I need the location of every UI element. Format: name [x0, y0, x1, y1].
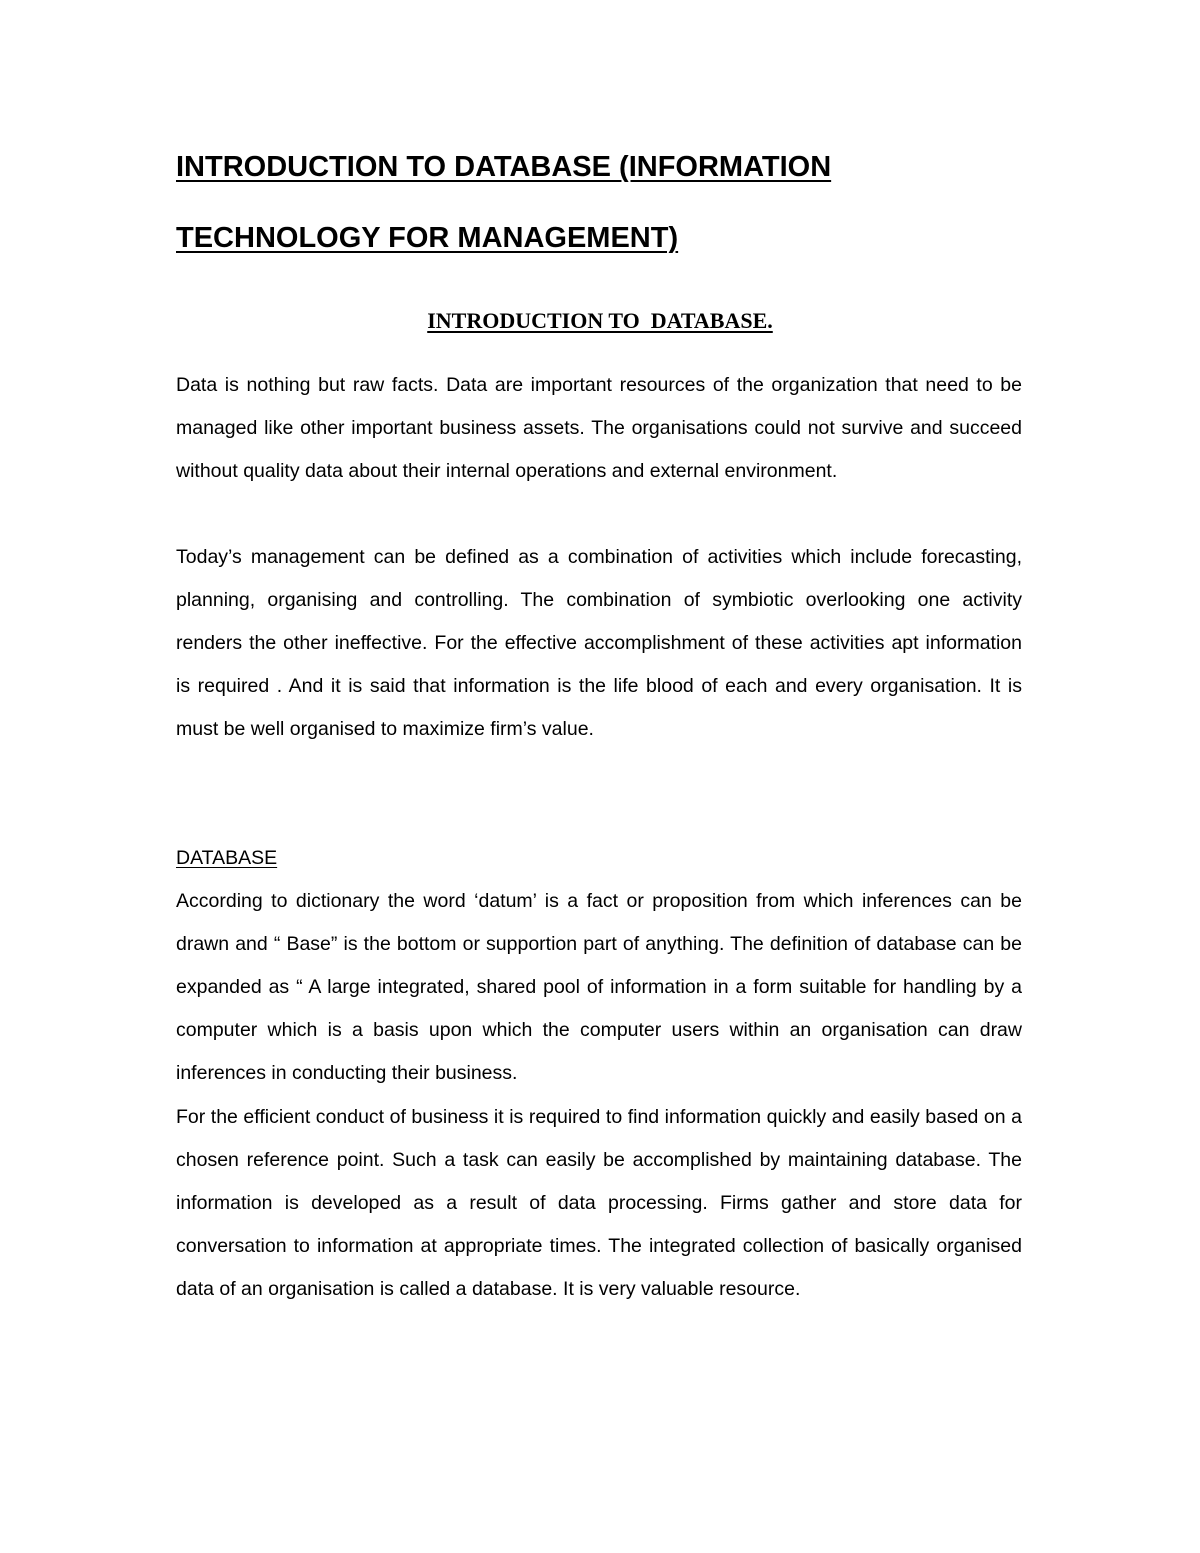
- paragraph-management: Today’s management can be defined as a combination of activities which include forecasting, planning, organising and controlling. The combination of symbiotic overlooking one activity renders the other ineffective. For the effective accomplishment of these activities apt information is required . And it is said that information is the life blood of each and every organisation. It is must be well organised to maximize firm’s value.: [176, 546, 1022, 740]
- document-title: [176, 146, 876, 288]
- section-heading: INTRODUCTION TO DATABASE.: [427, 308, 773, 333]
- database-subheading: DATABASE: [176, 847, 278, 869]
- paragraph-datum-definition: According to dictionary the word ‘datum’ is a fact or proposition from which inferences can be drawn and “ Base” is the bottom or supportion part of anything. The definition of database can be expanded as “ A large integrated, shared pool of information in a form suitable for handling by a computer which is a basis upon which the computer users within an organisation can draw inferences in conducting their business.: [176, 890, 1022, 1084]
- document-title-line-2: TECHNOLOGY FOR MANAGEMENT): [176, 222, 679, 254]
- document-title-line-1: INTRODUCTION TO DATABASE (INFORMATION: [176, 151, 832, 183]
- paragraph-efficient-conduct: For the efficient conduct of business it is required to find information quickly and easily based on a chosen reference point. Such a task can easily be accomplished by maintaining database. The information is developed as a result of data processing. Firms gather and store data for conversation to information at appropriate times. The integrated collection of basically organised data of an organisation is called a database. It is very valuable resource.: [176, 1106, 1022, 1300]
- paragraph-data-definition: Data is nothing but raw facts. Data are important resources of the organization that need to be managed like other important business assets. The organisations could not survive and succeed without quality data about their internal operations and external environment.: [176, 374, 1022, 482]
